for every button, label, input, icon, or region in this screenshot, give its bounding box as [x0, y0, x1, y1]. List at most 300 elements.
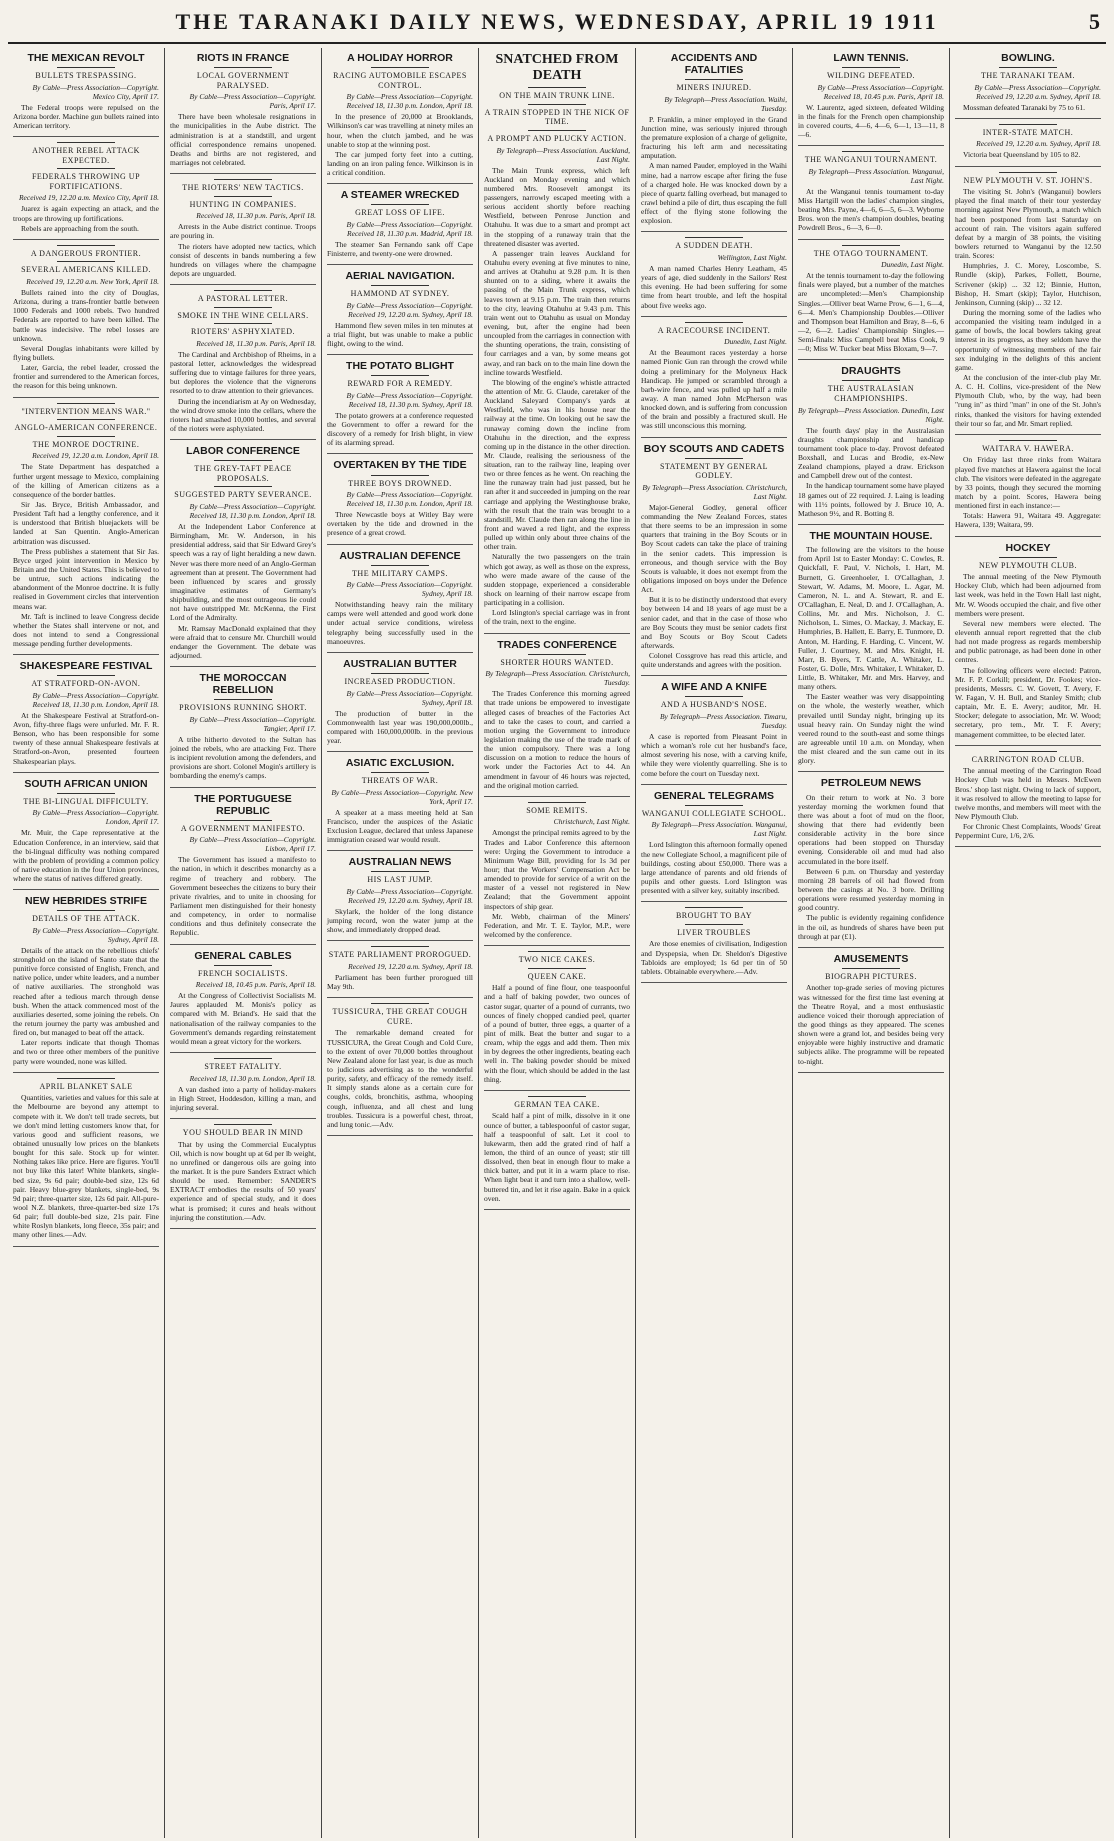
headline-rule: [214, 290, 272, 291]
article-headline: GENERAL CABLES: [194, 949, 292, 962]
headline-rule: [371, 946, 429, 947]
headline-rule: [528, 802, 586, 803]
headline-rule: [214, 460, 272, 461]
article-separator: [13, 654, 159, 655]
article-subheading: TUSSICURA, THE GREAT COUGH CURE.: [332, 1007, 468, 1026]
article-subheading: PROVISIONS RUNNING SHORT.: [179, 703, 307, 713]
article: [484, 1096, 630, 1203]
article-subheading: MINERS INJURED.: [676, 83, 752, 93]
article-subheading: DETAILS OF THE ATTACK.: [32, 914, 140, 924]
headline-rule: [685, 805, 743, 806]
article-dateline: By Cable—Press Association—Copyright. Sydney, April 18.: [346, 580, 473, 599]
article-subheading: ON THE MAIN TRUNK LINE.: [499, 91, 615, 101]
headline-rule: [685, 458, 743, 459]
article-paragraph: Between 6 p.m. on Thursday and yesterday morning 28 barrels of oil had flowed from between the casings at No. 3 bore. Drilling operations were resumed yesterday morning in good country.: [798, 866, 944, 913]
article-paragraph: The steamer San Fernando sank off Cape Finisterre, and twenty-one were drowned.: [327, 239, 473, 259]
article-paragraph: The production of butter in the Commonwealth last year was 190,000,000lb., compared with 160,000,000lb. in the previous year.: [327, 708, 473, 745]
headline-rule: [685, 907, 743, 908]
article-separator: [170, 1052, 316, 1053]
article-subheading: SHORTER HOURS WANTED.: [500, 657, 614, 667]
headline-rule: [214, 486, 272, 487]
article-paragraph: Mr. Muir, the Cape representative at the Education Conference, in an interview, said that the bi-lingual difficulty was nothing compared with the problem of providing a common policy of native education in the four Union provinces, where the status of natives differed greatly.: [13, 828, 159, 884]
article-dateline: By Cable—Press Association—Copyright. Mexico City, April 17.: [32, 82, 159, 101]
article: [327, 1003, 473, 1129]
article: [170, 1058, 316, 1112]
article-headline: THE POTATO BLIGHT: [346, 360, 454, 373]
article-subheading: A RACECOURSE INCIDENT.: [657, 325, 771, 335]
article: [327, 360, 473, 447]
headline-rule: [999, 440, 1057, 441]
article-subheading: AT STRATFORD-ON-AVON.: [31, 679, 141, 689]
article-columns: [8, 48, 1106, 1838]
headline-rule: [214, 307, 272, 308]
article-subheading: REWARD FOR A REMEDY.: [347, 379, 453, 389]
article-dateline: Received 18, 10.45 p.m. Paris, April 18.: [195, 980, 316, 990]
article-headline: NEW HEBRIDES STRIFE: [25, 895, 147, 908]
headline-rule: [214, 323, 272, 324]
article-paragraph: At the conclusion of the inter-club play Mr. A. C. H. Collins, vice-president of the New Plymouth Club, who, by the way, had been "rung in" as third "man" in one of the St. John's rinks, thanked the visitors for having extended their tour so far, and Mr. Smart replied.: [955, 372, 1101, 428]
article-paragraph: The annual meeting of the New Plymouth Hockey Club, which had been adjourned from last week, was held in the Town Hall last night, Mr. W. Woods occupied the chair, and five other members were present.: [955, 572, 1101, 618]
article-headline: ASIATIC EXCLUSION.: [345, 757, 455, 770]
headline-rule: [528, 87, 586, 88]
article-dateline: By Cable—Press Association—Copyright. Received 18, 10.45 p.m. Paris, April 18.: [817, 82, 944, 101]
article-separator: [327, 751, 473, 752]
article-headline: BOWLING.: [1001, 52, 1055, 64]
article-paragraph: Details of the attack on the rebellious chiefs' stronghold on the island of Santo state that the punitive force consisted of English, French, and native police, under white leaders, and a number of native auxiliaries. The stronghold was reached after a tedious march through dense bush. When the attack commenced most of the auxiliaries deserted, some joining the rebels. On the return journey the party was ambushed and fired on, but managed to beat off the attack.: [13, 945, 159, 1038]
article-subheading: HUNTING IN COMPANIES.: [189, 199, 297, 209]
article-paragraph: Skylark, the holder of the long distance jumping record, won the water jump at the show, and immediately dropped dead.: [327, 907, 473, 935]
article-paragraph: Are those enemies of civilisation, Indigestion and Dyspepsia, when Dr. Sheldon's Digestive Tabloids are employed; 1s 6d per tin of 50 tablets. Obtainable everywhere.—Adv.: [641, 939, 787, 976]
article-paragraph: The Cardinal and Archbishop of Rheims, in a pastoral letter, acknowledges the widespread suffering due to vintage failures for three years, but deplores the violence that the vignerons resorted to to draw attention to their grievances.: [170, 349, 316, 396]
article: [327, 550, 473, 646]
headline-rule: [842, 380, 900, 381]
article: [798, 365, 944, 518]
article-subheading: THE AUSTRALASIAN CHAMPIONSHIPS.: [827, 384, 915, 404]
article-separator: [955, 166, 1101, 167]
article-dateline: By Telegraph—Press Association. Waihi, Tuesday.: [664, 94, 787, 113]
article-subheading: CARRINGTON ROAD CLUB.: [971, 754, 1085, 764]
article-headline: LAWN TENNIS.: [833, 52, 909, 64]
article: [641, 443, 787, 670]
headline-rule: [57, 793, 115, 794]
article: [798, 52, 944, 139]
article-dateline: Received 19, 12.20 a.m. Mexico City, April 18.: [18, 193, 159, 203]
article-dateline: By Cable—Press Association—Copyright. Sydney, April 18.: [346, 688, 473, 707]
article-subheading: WAITARA V. HAWERA.: [982, 443, 1074, 453]
article: [641, 681, 787, 777]
article: [170, 950, 316, 1047]
article-separator: [327, 354, 473, 355]
article-subheading: APRIL BLANKET SALE: [39, 1081, 133, 1091]
article-subheading: LOCAL GOVERNMENT PARALYSED.: [196, 71, 290, 90]
article-subheading: HIS LAST JUMP.: [367, 875, 433, 885]
article-paragraph: Mr. Taft is inclined to leave Congress decide whether the States shall intervene or not, and does not intend to send a Congressional message pending further developments.: [13, 611, 159, 649]
article: [327, 459, 473, 537]
article-separator: [955, 536, 1101, 537]
article: [13, 778, 159, 884]
article-dateline: Wellington, Last Night.: [717, 253, 787, 262]
column-2: [165, 48, 322, 1838]
article-paragraph: Several new members were elected. The eleventh annual report regretted that the club had not made progress as regards membership and public patronage, as had been done in other centres.: [955, 618, 1101, 665]
article-paragraph: Rebels are approaching from the south.: [21, 223, 139, 233]
article-separator: [641, 316, 787, 317]
article-subheading: HAMMOND AT SYDNEY.: [350, 289, 450, 299]
article-headline: TRADES CONFERENCE: [497, 638, 617, 651]
page-number: 5: [1089, 9, 1100, 34]
article-subheading: THE TARANAKI TEAM.: [980, 71, 1076, 81]
article: [327, 658, 473, 745]
article-dateline: By Cable—Press Association—Copyright. Received 19, 12.20 a.m. Sydney, April 18.: [346, 887, 473, 905]
article-headline: AMUSEMENTS: [833, 952, 909, 965]
article-separator: [641, 901, 787, 902]
article-headline: SHAKESPEARE FESTIVAL: [19, 660, 153, 673]
article-separator: [798, 359, 944, 360]
article-dateline: Dunedin, Last Night.: [881, 260, 944, 270]
article-paragraph: Major-General Godley, general officer commanding the New Zealand Forces, states that there seems to be an impression in some quarters that training in the Boy Scouts or in Boy Scout cadets can take the place of training in the senior cadets. This impression is erroneous, and though service with the Boy Scouts is valuable, it does not exempt from the obligations imposed on boys under the Defence Act.: [641, 502, 787, 595]
article-paragraph: At the Shakespeare Festival at Stratford-on-Avon, fifty-three flags were unfurled. Mr. F. R. Benson, who has been responsible for some twenty of these annual Shakespeare festivals at Stratford-on-Avon, presented fourteen Shakespearian plays.: [13, 710, 159, 766]
article-paragraph: There have been wholesale resignations in the municipalities in the Aube district. The administration is at a standstill, and urgent official correspondence remains unopened. Deaths and births are not registered, and marriages not celebrated.: [170, 112, 316, 167]
headline-rule: [57, 419, 115, 420]
article-paragraph: A passenger train leaves Auckland for Otahuhu every evening at five minutes to nine, and arrives at Otahuhu at 9.28 p.m. It is then shunted on to a siding, where it awaits the passing of the Main Trunk express, which leaves town at 9.15 p.m. The train then returns to the city, leaving Otahuhu at 9.43 p.m. This train went out to Otahuhu as usual on Monday evening, but, after the engine had been uncoupled from the carriages in connection with the shunting operations, the train, consisting of four carriages and a van, by some means got away, and ran back on to the main line down the incline towards Westfield.: [484, 248, 630, 377]
article: [170, 52, 316, 167]
article-paragraph: Several Douglas inhabitants were killed by flying bullets.: [13, 343, 159, 363]
article-separator: [955, 118, 1101, 119]
headline-rule: [999, 67, 1057, 68]
column-3: [322, 48, 479, 1838]
article-subheading: "INTERVENTION MEANS WAR.": [21, 406, 151, 416]
article-paragraph: Bullets rained into the city of Douglas, Arizona, during a trans-frontier battle between 1000 Federals and 1000 rebels. Two hundred Federals are reported to have been killed. The battle was indecisive. The rebel losses are unknown.: [13, 288, 159, 343]
article-dateline: Received 19, 12.20 a.m. Sydney, April 18.: [348, 962, 473, 972]
headline-rule: [371, 871, 429, 872]
article-paragraph: The Trades Conference this morning agreed that trade unions be empowered to investigate alleged cases of breaches of the Factories Act and to take the cases to court, and carried a motion urging the Government to introduce legislation making the use of the trade mark of the union compulsory. There was a long discussion on a motion to reduce the hours of work under the Factories Act to 44. An amendment in favour of 46 hours was rejected, and the original motion carried.: [484, 689, 630, 790]
article-paragraph: A man named Charles Henry Leatham, 45 years of age, died suddenly in the Sailors' Rest this evening. He had been suffering for some time from heart trouble, and left the hospital about five weeks ago.: [641, 264, 787, 310]
article-headline: THE MEXICAN REVOLT: [27, 52, 145, 64]
article-dateline: Dunedin, Last Night.: [724, 337, 787, 347]
headline-rule: [842, 245, 900, 246]
article: [13, 52, 159, 130]
article-separator: [327, 1135, 473, 1136]
headline-rule: [528, 130, 586, 131]
article-dateline: By Telegraph—Press Association. Wanganui, Last Night.: [651, 820, 787, 839]
headline-rule: [214, 820, 272, 821]
headline-rule: [214, 1124, 272, 1125]
article-subheading: YOU SHOULD BEAR IN MIND: [182, 1128, 304, 1138]
article-paragraph: W. Laurentz, aged sixteen, defeated Wilding in the finals for the French open championship in covered courts, 4—6, 4—6, 6—1, 13—11, 8—6.: [798, 102, 944, 140]
article-separator: [170, 439, 316, 440]
article-separator: [484, 1209, 630, 1210]
article-paragraph: Quantities, varieties and values for this sale at the Melbourne are beyond any attempt to compete with it. We don't tell trade secrets, but we don't mind letting customers know that, for various good and sufficient reasons, we obtained unusually low prices on the blankets bought for this sale. Stock up for winter. Nothing takes like price. Here are figures. You'll not buy like this later! White blankets, single-bed size, 9s 6d pair; double-bed size, 12s 6d pair. Heavy blue-grey blankets, single-bed, 9s 9d pair; three-quarter size, 12s 6d pair. All-pure-wool N.Z. blankets, three-quarter-bed size 17s 6d pair; full double-bed size, 21s pair. Fine white Roslyn blankets, long fleece, 35s pair; and many other lines.—Adv.: [13, 1093, 160, 1240]
article-subheading: THE GREY-TAFT PEACE PROPOSALS.: [194, 464, 292, 483]
headline-rule: [842, 968, 900, 969]
article-paragraph: Totals: Hawera 91, Waitara 49. Aggregate: Hawera, 139; Waitara, 99.: [955, 511, 1101, 530]
article-paragraph: A man named Pauder, employed in the Waihi mine, had a narrow escape after firing the fuse of a charged hole. He was knocked down by a piece of quartz falling overhead, but managed to crawl behind a pile of dirt, thus escaping the full effect of the flying stone following the explosion.: [641, 161, 787, 226]
article-subheading: THE RIOTERS' NEW TACTICS.: [182, 183, 304, 193]
article: [13, 1078, 159, 1240]
article-separator: [13, 397, 159, 398]
headline-rule: [999, 124, 1057, 125]
masthead: [8, 6, 1106, 44]
article-separator: [484, 633, 630, 634]
column-7: [950, 48, 1106, 1838]
article: [641, 322, 787, 431]
article-dateline: By Cable—Press Association—Copyright. New York, April 17.: [331, 787, 473, 806]
article-dateline: Received 19, 12.20 a.m. Sydney, April 18.: [976, 139, 1101, 149]
article-subheading: NEW PLYMOUTH CLUB.: [978, 560, 1078, 570]
article-subheading: SEVERAL AMERICANS KILLED.: [21, 265, 151, 275]
article-separator: [170, 787, 316, 788]
article-separator: [327, 264, 473, 265]
article-subheading: GREAT LOSS OF LIFE.: [355, 208, 445, 218]
article-separator: [484, 1090, 630, 1091]
article-separator: [955, 846, 1101, 847]
article-paragraph: Juarez is again expecting an attack, and the troops are throwing up fortifications.: [13, 204, 159, 223]
headline-rule: [371, 67, 429, 68]
article-paragraph: The Easter weather was very disappointing on the whole, the westerly weather, which prevailed until Sunday night, bringing up its usual heavy rain. On Sunday night the wind veered round to the south-east and some things are agreeable until 10 a.m. on Monday, when the mist cleared and the sun came out in its glory.: [798, 692, 944, 766]
article-paragraph: That by using the Commercial Eucalyptus Oil, which is now bought up at 6d per lb weight, no unrefined or dangerous oils are going into the market. It is the pure Sanders Extract which should be used. Remember: SANDER'S EXTRACT embodies the results of 50 years' experience and of special study, and it does what is promised; it cures and heals without injuring the constitution.—Adv.: [170, 1139, 316, 1222]
article: [955, 751, 1101, 841]
article-subheading: STATE PARLIAMENT PROROGUED.: [328, 950, 472, 960]
article-paragraph: Lord Islington this afternoon formally opened the new Collegiate School, a magnificent pile of buildings, costing about £50,000. There was a large attendance of parents and old friends of pupils and other guests. Lord Islington was presented with a silver key, suitably inscribed.: [641, 840, 787, 896]
headline-rule: [371, 1003, 429, 1004]
article-subheading: LIVER TROUBLES: [677, 927, 751, 937]
headline-rule: [685, 237, 743, 238]
article-separator: [170, 944, 316, 945]
headline-rule: [57, 142, 115, 143]
article: [13, 403, 159, 649]
headline-rule: [528, 968, 586, 969]
article-separator: [641, 437, 787, 438]
article-dateline: Received 18, 11.30 p.m. Paris, April 18.: [196, 211, 316, 221]
article: [170, 179, 316, 278]
article-dateline: By Cable—Press Association—Copyright. Received 18, 11.30 p.m. Madrid, April 18.: [346, 219, 473, 238]
article-separator: [13, 1072, 159, 1073]
article-paragraph: Lord Islington's special carriage was in front of the train, next to the engine.: [484, 608, 630, 627]
article: [13, 142, 159, 233]
article-paragraph: Mossman defeated Taranaki by 75 to 61.: [963, 102, 1086, 112]
article-paragraph: The remarkable demand created for TUSSICURA, the Great Cough and Cold Cure, to the extent of over 70,000 bottles throughout New Zealand alone for last year, is due as much to judicious advertising as to the wonderful purity, safety, and efficacy of the remedy itself. It simply stands alone as a certain cure for coughs, colds, bronchitis, asthma, whooping cough, influenza, and all chest and lung troubles. Tussicura is a powerful chest, throat, and lung tonic.—Adv.: [327, 1028, 473, 1129]
article-dateline: By Telegraph—Press Association. Timaru, Tuesday.: [659, 712, 787, 730]
article-paragraph: Three Newcastle boys at Witley Bay were overtaken by the tide and drowned in the presence of a great crowd.: [327, 510, 473, 538]
article-headline: THE MOROCCAN REBELLION: [199, 672, 287, 697]
article-subheading: A PROMPT AND PLUCKY ACTION.: [487, 133, 627, 143]
article-paragraph: The following are the visitors to the house from April 1st to Easter Monday: C. Cowles, R. Quickfall, F. Paul, V. Nichols, I. Hart, M. Burnett, G. Greenhoeler, I. O'Callaghan, J. Stewart, W. Adams, M. Moore, L. Agar, M. Cameron, N. L. and A. Stewart, R. and E. O'Callaghan, E. Neal, D. and J. O'Callaghan, A. Collins, Mr. and Mrs. Nicholson, J. C. Nicholson, L. Simes, O. Mackay, J. Mackay, E. Humphries, B. Hallett, E. Barry, E. Tunmore, D. Anton, M. Harding, F. Harding, C. Vincent, W. Fuller, J. Courtney, M. and Mrs. Knight, H. Marr, B. Byers, T. Cattle, A. Whitaker, L. Foster, G. Dolle, Mrs. Whitaker, I. Whitaker, D. Little, B. Whitaker, Mr. and Mrs. Harvey, and many others.: [798, 545, 944, 692]
headline-rule: [371, 772, 429, 773]
headline-rule: [57, 403, 115, 404]
article-paragraph: Mr. Webb, chairman of the Miners' Federation, and Mr. T. E. Taylor, M.P., were welcomed by the conference.: [484, 911, 630, 939]
article-separator: [641, 982, 787, 983]
article-dateline: By Telegraph—Press Association. Dunedin, Last Night.: [798, 405, 944, 424]
article-paragraph: During the morning some of the ladies who accompanied the visiting team indulged in a game of bowls, the local bowlers taking great interest in its progress, as they seldom have the opportunity of witnessing members of the fair sex indulging in the delights of this ancient game.: [955, 307, 1101, 372]
headline-rule: [214, 965, 272, 966]
article-separator: [327, 997, 473, 998]
article-separator: [327, 544, 473, 545]
article: [955, 124, 1101, 160]
article: [955, 542, 1101, 739]
article-paragraph: The rioters have adopted new tactics, which consist of descents in bands numbering a few hundreds on villages where the champagne depots are unguarded.: [170, 241, 316, 278]
newspaper-title: THE TARANAKI DAILY NEWS, WEDNESDAY, APRIL 19 1911: [175, 9, 939, 34]
article-subheading: RIOTERS' ASPHYXIATED.: [191, 327, 295, 337]
article-subheading: A PASTORAL LETTER.: [197, 294, 289, 304]
article-separator: [798, 771, 944, 772]
article-dateline: Christchurch, Last Night.: [553, 817, 630, 827]
article-subheading: THE MONROE DOCTRINE.: [32, 439, 140, 449]
article: [170, 1124, 316, 1222]
article-separator: [327, 453, 473, 454]
headline-rule: [57, 67, 115, 68]
article: [798, 151, 944, 232]
article-subheading: A GOVERNMENT MANIFESTO.: [180, 823, 306, 833]
article-subheading: FRENCH SOCIALISTS.: [198, 968, 288, 978]
article-paragraph: Later, Garcia, the rebel leader, crossed the frontier and surrendered to the American forces, the reason for this being unknown.: [13, 363, 159, 391]
article-subheading: GERMAN TEA CAKE.: [514, 1099, 600, 1109]
article-separator: [170, 284, 316, 285]
article-paragraph: For Chronic Chest Complaints, Woods' Great Peppermint Cure, 1/6, 2/6.: [955, 822, 1101, 841]
article: [484, 52, 630, 627]
article-separator: [170, 1228, 316, 1229]
article-headline: SNATCHED FROM DEATH: [495, 52, 619, 84]
article-subheading: WANGANUI COLLEGIATE SCHOOL.: [641, 808, 787, 818]
article-subheading: QUEEN CAKE.: [527, 971, 587, 981]
article-subheading: INCREASED PRODUCTION.: [344, 676, 456, 686]
article: [327, 52, 473, 177]
article-paragraph: Amongst the principal remits agreed to by the Trades and Labor Conference this afternoon were: Urging the Government to introduce a Minimum Wage Bill, providing for 1s 3d per hour; that the Workers' Compensation Act be amended to provide for service of a writ on the master of a vessel not registered in New Zealand; that the Government appoint inspectors of ship gear.: [484, 828, 630, 911]
article-paragraph: Sir Jas. Bryce, British Ambassador, and President Taft had a lengthy conference, and it is understood that British bluejackets will be landed at San Quentin. Anglo-American arbitration was discussed.: [13, 499, 159, 546]
article-headline: PETROLEUM NEWS: [820, 777, 922, 790]
article-separator: [798, 145, 944, 146]
article-separator: [955, 745, 1101, 746]
article-headline: GENERAL TELEGRAMS: [654, 789, 774, 802]
headline-rule: [371, 565, 429, 566]
article-subheading: FEDERALS THROWING UP FORTIFICATIONS.: [31, 172, 141, 191]
article: [484, 802, 630, 939]
article-separator: [327, 652, 473, 653]
article-paragraph: The visiting St. John's (Wanganui) bowlers played the final match of their tour yesterday morning against New Plymouth, a match which had been postponed from last Saturday on account of rain. The visitors again suffered defeat by a margin of 38 points, the visiting bowlers returned to Wanganui by the 12.50 train. Scores:: [955, 187, 1101, 261]
article: [955, 52, 1101, 112]
article-headline: A WIFE AND A KNIFE: [661, 681, 767, 694]
article-headline: DRAUGHTS: [841, 365, 901, 378]
article-paragraph: Notwithstanding heavy rain the military camps were well attended and good work done under actual service conditions, wireless telegraphy being successfully used in the manoeuvres.: [327, 600, 473, 646]
column-4: [479, 48, 636, 1838]
headline-rule: [371, 673, 429, 674]
article: [641, 237, 787, 309]
article-paragraph: At the Beaumont races yesterday a horse named Pionic Gun ran through the crowd while doing a preliminary for the Molyneux Hack Handicap. He jumped or scrambled through a barb-wire fence, and was pulled up half a mile away. A man named John McPherson was knocked down, and is suffering from concussion of the brain and possibly a fractured skull. He was still unconscious this morning.: [641, 348, 787, 431]
article: [327, 757, 473, 844]
article-subheading: RACING AUTOMOBILE ESCAPES CONTROL.: [333, 71, 467, 90]
article-dateline: By Telegraph—Press Association. Christchurch, Tuesday.: [485, 669, 630, 688]
headline-rule: [371, 475, 429, 476]
article-paragraph: In the presence of 20,000 at Brooklands, Wilkinson's car was travelling at ninety miles an hour, when the clutch jambed, and he was unable to stop at the winning post.: [327, 112, 473, 149]
article-dateline: By Cable—Press Association—Copyright. Received 19, 12.20 a.m. Sydney, April 18.: [346, 300, 473, 319]
article-subheading: THREE BOYS DROWNED.: [348, 478, 452, 488]
article-subheading: BIOGRAPH PICTURES.: [825, 971, 917, 981]
article-separator: [798, 524, 944, 525]
article: [13, 660, 159, 766]
article-dateline: Received 18, 11.30 p.m. Paris, April 18.: [196, 338, 316, 348]
article-paragraph: On their return to work at No. 3 bore yesterday morning the workmen found that there was about a foot of mud on the floor, showing that there had evidently been considerable activity in the bore since operations had been stopped on Thursday evening. Considerable oil and mud had also accumulated in the bore itself.: [798, 792, 944, 866]
headline-rule: [842, 67, 900, 68]
article-headline: AUSTRALIAN BUTTER: [343, 657, 457, 670]
article: [798, 530, 944, 765]
headline-rule: [214, 179, 272, 180]
article-dateline: Received 18, 11.30 p.m. London, April 18.: [189, 1073, 316, 1083]
article-dateline: By Telegraph—Press Association. Wanganui, Last Night.: [808, 166, 944, 185]
article-separator: [798, 239, 944, 240]
article-paragraph: A tribe hitherto devoted to the Sultan has joined the rebels, who are attacking Fez. There is incipient revolution among the defenders, and provisions are short. Colonel Mogin's artillery is bombarding the enemy's camps.: [170, 734, 316, 781]
article-subheading: THE OTAGO TOURNAMENT.: [813, 248, 929, 258]
article-subheading: THE BI-LINGUAL DIFFICULTY.: [23, 796, 149, 806]
article: [955, 172, 1101, 428]
article-paragraph: Naturally the two passengers on the train which got away, as well as those on the express, who were made aware of the cause of the sudden stoppage, experienced a considerable shock on learning of their narrow escape from participating in a collision.: [484, 552, 630, 608]
article-paragraph: But it is to be distinctly understood that every boy between 14 and 18 years of age must be a senior cadet, and that in the case of those who are Boy Scouts they must be senior cadets first and Boy Scouts or Boy Scout Cadets afterwards.: [641, 595, 787, 650]
article-subheading: THREATS OF WAR.: [361, 776, 439, 786]
headline-rule: [57, 168, 115, 169]
article-paragraph: The car jumped forty feet into a cutting, landing on an iron paling fence. Wilkinson is in a critical condition.: [327, 149, 473, 178]
column-1: [8, 48, 165, 1838]
article-separator: [327, 940, 473, 941]
article-paragraph: The public is evidently regaining confidence in the oil, as hundreds of shares have been put through at par (£1).: [798, 913, 944, 941]
article-paragraph: Victoria beat Queensland by 105 to 82.: [963, 150, 1081, 160]
article-headline: A STEAMER WRECKED: [340, 189, 460, 202]
article-paragraph: The following officers were elected: Patron, Mr. F. P. Corkill; president, Dr. Fookes; vice-presidents, Messrs. C. W. Govett, T. Avery, F. W. Fagan, V. H. Bull, and Stanley Smith; club captain, Mr. E. E. Avery; auditor, Mr. H. Stocker; delegate to association, Mr. W. Wood; secretary, pro tem., Mr. T. F. Avery; management committee, to be elected later.: [955, 665, 1101, 739]
article-paragraph: Scald half a pint of milk, dissolve in it one ounce of butter, a tablespoonful of castor sugar, half a teaspoonful of salt. Let it cool to lukewarm, then add the grated rind of half a lemon, the third of an ounce of yeast; stir till dissolved, then beat in enough flour to make a thick batter, and put it in a warm place to rise. When light beat it and turn into a shallow, well-buttered tin, and let it rise again. Bake in a quick oven.: [484, 1111, 630, 1203]
article-subheading: SUGGESTED PARTY SEVERANCE.: [174, 490, 312, 500]
headline-rule: [57, 910, 115, 911]
headline-rule: [999, 172, 1057, 173]
article-paragraph: The Federal troops were repulsed on the Arizona border. Machine gun bullets rained into American territory.: [13, 102, 159, 130]
headline-rule: [999, 557, 1057, 558]
article-paragraph: Half a pound of fine flour, one teaspoonful and a half of baking powder, two ounces of castor sugar, quarter of a pound of currants, two ounces of finely chopped candied peel, quarter of a pound of butter, three eggs, a quarter of a pint of milk. Beat the butter and sugar to a cream, whip the eggs and add them. Then mix in by degrees the other ingredients, beating each well in. The baking powder should be mixed with the flour, which should be added in the last thing.: [484, 983, 630, 1084]
article: [955, 440, 1101, 530]
article-dateline: By Cable—Press Association—Copyright. Received 18, 11.30 p.m. London, April 18.: [189, 502, 316, 521]
column-5: [636, 48, 793, 1838]
headline-rule: [528, 1096, 586, 1097]
article-subheading: A SUDDEN DEATH.: [675, 241, 753, 251]
article-separator: [13, 136, 159, 137]
headline-rule: [685, 79, 743, 80]
article-subheading: WILDING DEFEATED.: [826, 71, 916, 81]
article-paragraph: The fourth days' play in the Australasian draughts championship and handicap tournament took place to-day. Provost defeated Boxshall, and Lucas and Brodie, ex-New Zealand champions, played a draw. Erickson and Campbell drew out of the contest.: [798, 425, 944, 481]
article-paragraph: At the Wanganui tennis tournament to-day Miss Hartgill won the ladies' champion singles, beating Mrs. Payne, 4—6, 6—5, 6—3. Wyborne Bros. won the men's champion doubles, beating Powdrell Bros., 6—3, 6—0.: [798, 186, 944, 233]
article: [13, 895, 159, 1065]
article-headline: A HOLIDAY HORROR: [347, 52, 453, 64]
article-paragraph: P. Franklin, a miner employed in the Grand Junction mine, was seriously injured through the premature explosion of a charge of gelignite, fracturing his left arm and necessitating amputation.: [641, 114, 787, 161]
article-paragraph: The Government has issued a manifesto to the nation, in which it describes monarchy as a regime of treachery and robbery. The Government beseeches the citizens to bury their private rivalries, and to unite in choosing for Parliament men distinguished for their honesty and competency, in order to normalise conditions and thus definitely consecrate the Republic.: [170, 855, 316, 938]
headline-rule: [371, 204, 429, 205]
article-headline: AERIAL NAVIGATION.: [345, 270, 455, 283]
article-dateline: By Telegraph—Press Association. Auckland, Last Night.: [496, 145, 630, 164]
article: [170, 672, 316, 780]
article-dateline: By Cable—Press Association—Copyright. Received 18, 11.30 p.m. London, April 18.: [346, 92, 473, 111]
article-paragraph: At the Independent Labor Conference at Birmingham, Mr. W. Anderson, in his presidential address, said that Sir Edward Grey's speech was a ray of light heralding a new dawn. Never was there more need of an Anglo-German agreement than at present. The Government had been influenced by scares and grossly imaginative estimates of Germany's shipbuilding, and the most outrageous lie could not have outstripped Mr. McKenna, the First Lord of the Admiralty.: [170, 522, 316, 623]
article-subheading: NEW PLYMOUTH V. ST. JOHN'S.: [963, 175, 1093, 185]
article-paragraph: Later reports indicate that though Thomas and two or three other members of the punitive party were wounded, none was killed.: [13, 1038, 159, 1066]
article-separator: [13, 239, 159, 240]
article: [170, 445, 316, 660]
article-headline: LABOR CONFERENCE: [186, 445, 300, 458]
article: [641, 907, 787, 976]
article-headline: OVERTAKEN BY THE TIDE: [333, 459, 467, 472]
headline-rule: [214, 1058, 272, 1059]
article: [641, 790, 787, 896]
article-paragraph: At the tennis tournament to-day the following finals were played, but a number of the matches are uncompleted:—Men's Championship Singles.—Olliver beat Warne Prow, 6—1, 6—4, 6—4. Men's Championship Doubles.—Olliver and Thompson beat Hamilton and Bray, 8—6, 6—2, 6—2. Ladies' Championship Singles.—Semi-finals: Miss Campbell beat Miss Cook, 9—0; Miss W. Tucker beat Miss Bloxam, 9—7.: [798, 271, 944, 354]
article-headline: AUSTRALIAN DEFENCE: [339, 549, 461, 562]
article: [798, 245, 944, 354]
article-subheading: STATEMENT BY GENERAL GODLEY.: [659, 461, 769, 481]
article-subheading: INTER-STATE MATCH.: [982, 127, 1074, 137]
headline-rule: [57, 245, 115, 246]
article-separator: [327, 183, 473, 184]
article: [484, 951, 630, 1084]
